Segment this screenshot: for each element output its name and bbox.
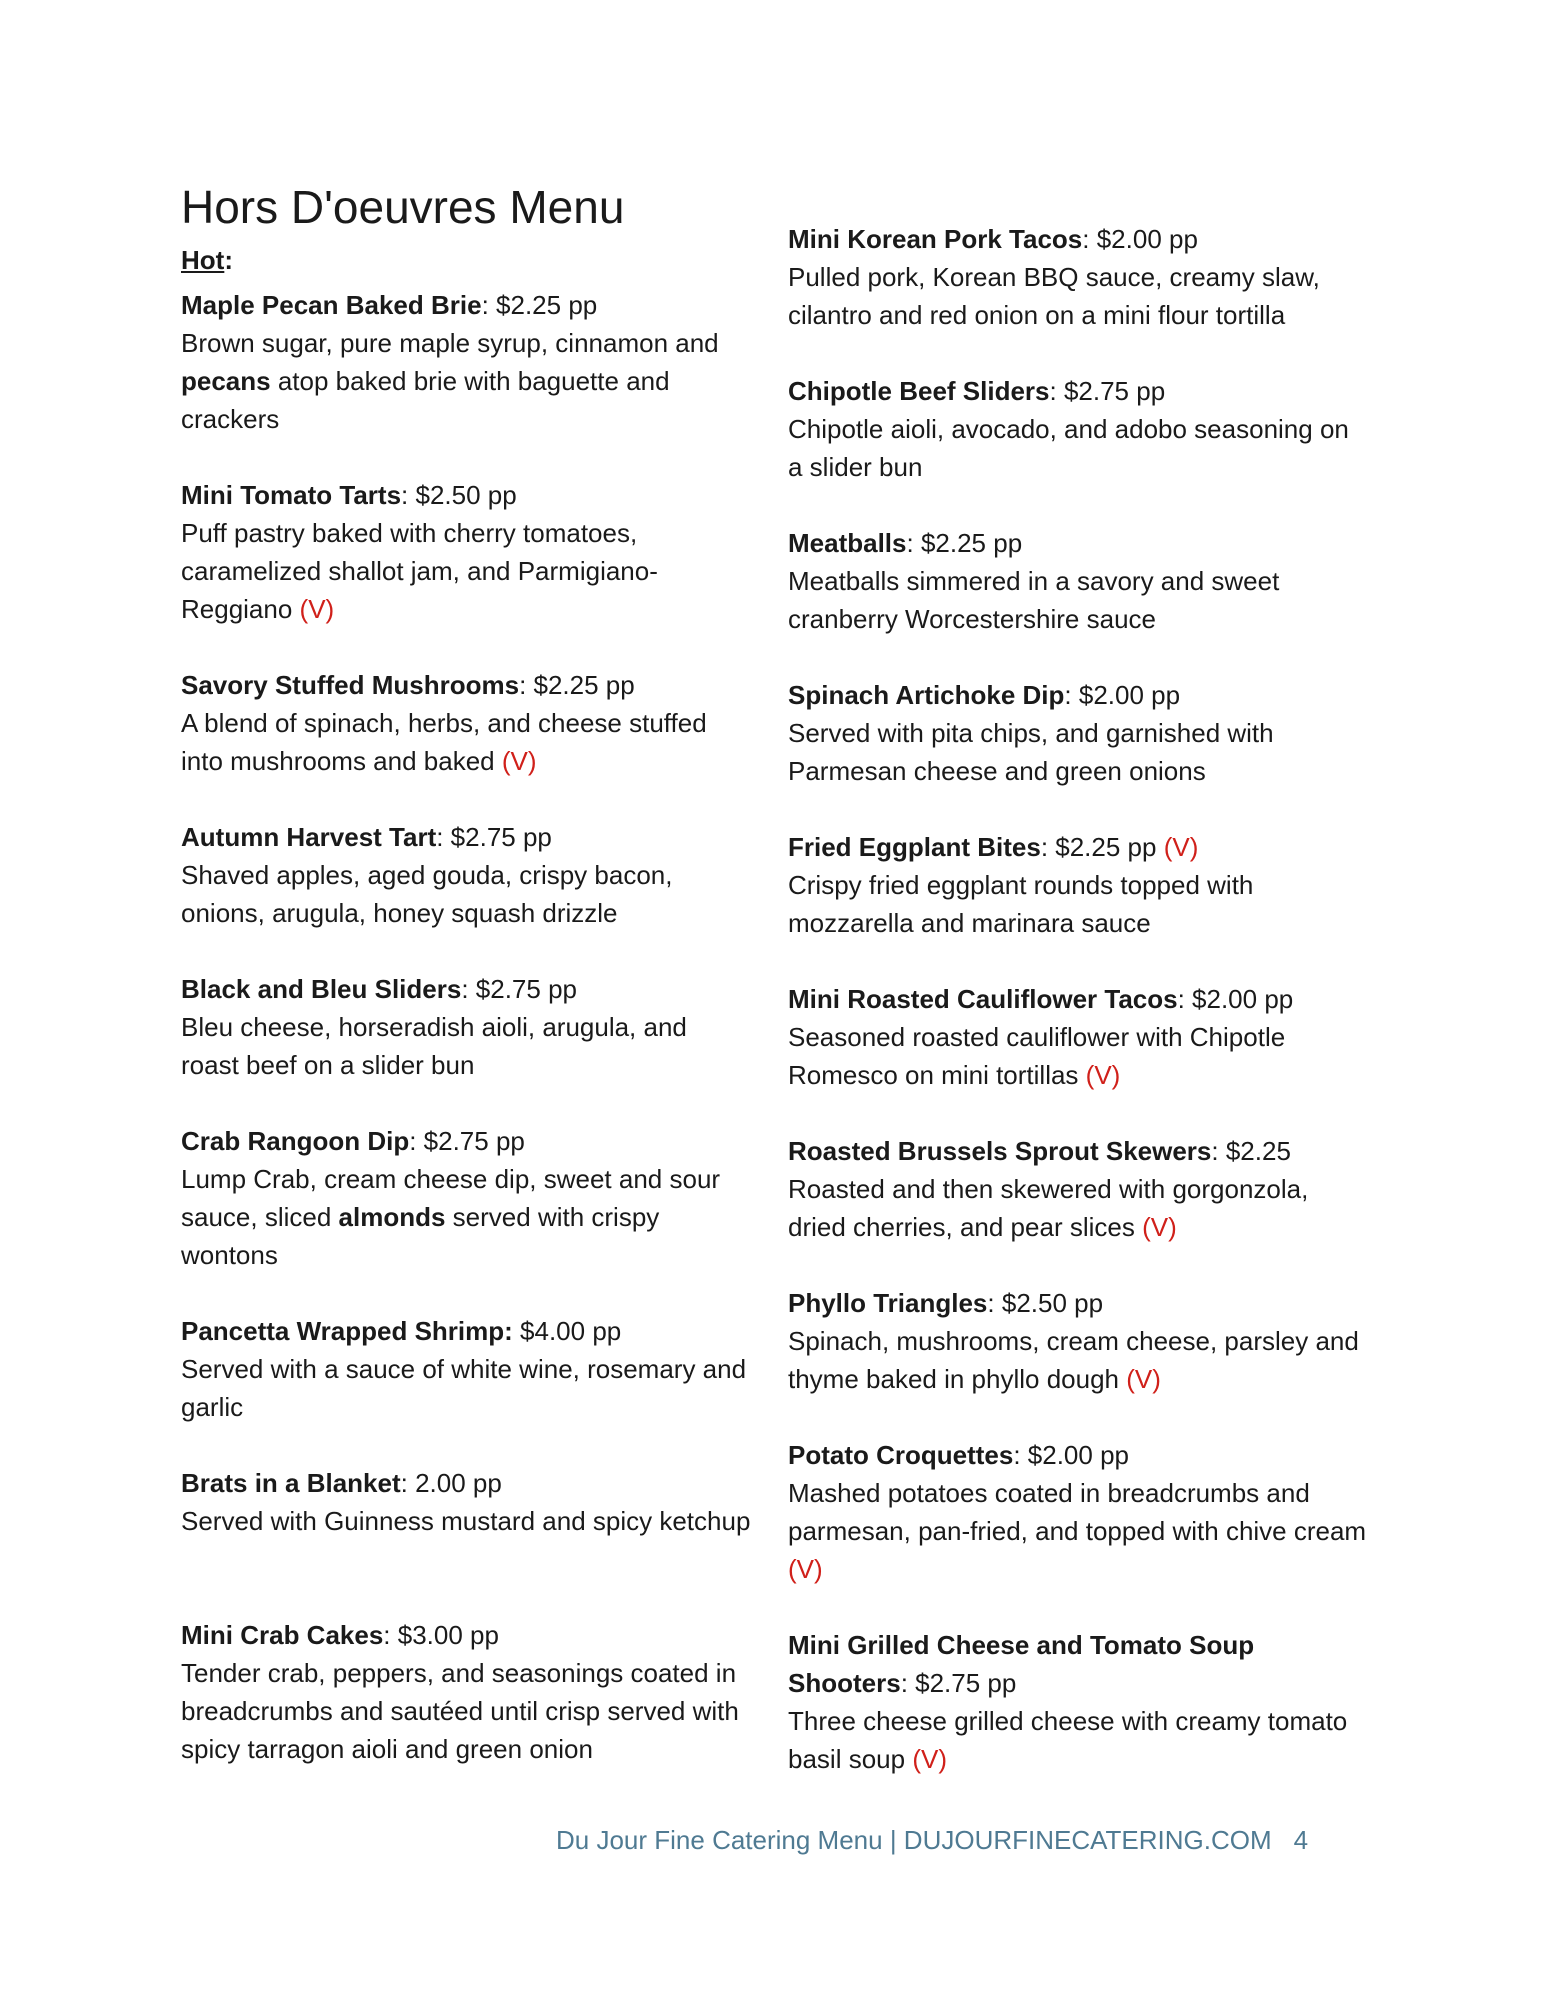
description-text: A blend of spinach, herbs, and cheese stuffed into mushrooms and baked: [181, 708, 707, 776]
menu-item-heading: [181, 1616, 751, 1654]
menu-item-heading: [181, 970, 751, 1008]
menu-item-heading: [788, 676, 1368, 714]
menu-item-description: [181, 856, 751, 932]
menu-item-description: [788, 562, 1368, 638]
menu-item-description: [788, 1322, 1368, 1398]
section-label: Hot: [181, 245, 225, 275]
menu-item-heading: [181, 476, 751, 514]
menu-item: [788, 676, 1368, 790]
menu-item-price: : $2.25 pp: [481, 290, 598, 320]
menu-item-name: Mini Korean Pork Tacos: [788, 224, 1083, 254]
menu-item-price: : $3.00 pp: [383, 1620, 499, 1650]
menu-item-description: [788, 1170, 1368, 1246]
menu-item-price: : $2.00 pp: [1177, 984, 1294, 1014]
menu-item: [788, 1132, 1368, 1246]
menu-item-description: [181, 1502, 751, 1540]
menu-item-description: [788, 866, 1368, 942]
menu-item-description: [181, 514, 751, 628]
section-heading-hot: [181, 245, 233, 276]
menu-item-heading: [181, 666, 751, 704]
menu-item: [181, 818, 751, 932]
menu-item-price: : $2.25 pp: [906, 528, 1023, 558]
menu-item-name: Maple Pecan Baked Brie: [181, 290, 482, 320]
menu-item-price: : $2.00 pp: [1064, 680, 1181, 710]
menu-item-name: Mini Tomato Tarts: [181, 480, 402, 510]
menu-item-name: Crab Rangoon Dip: [181, 1126, 410, 1156]
menu-item-price: : $2.50 pp: [987, 1288, 1104, 1318]
menu-item-name: Brats in a Blanket: [181, 1468, 401, 1498]
menu-item-heading: [788, 980, 1368, 1018]
menu-item-price: : 2.00 pp: [400, 1468, 502, 1498]
description-text: atop baked brie with baguette and crackers: [181, 366, 670, 434]
menu-item-price: : $2.25: [1211, 1136, 1291, 1166]
menu-item-description: [181, 1654, 751, 1768]
menu-item-name: Fried Eggplant Bites: [788, 832, 1041, 862]
description-text: Served with a sauce of white wine, rosemary and garlic: [181, 1354, 747, 1422]
menu-item-description: [788, 1474, 1368, 1588]
page-title: Hors D'oeuvres Menu: [181, 181, 625, 233]
menu-item-description: [181, 1350, 751, 1426]
menu-item-description: [788, 714, 1368, 790]
description-text: Served with pita chips, and garnished with Parmesan cheese and green onions: [788, 718, 1274, 786]
description-text: served with crispy wontons: [181, 1202, 660, 1270]
menu-item-description: [788, 258, 1368, 334]
menu-item-price: : $2.50 pp: [401, 480, 517, 510]
menu-item-name: Black and Bleu Sliders: [181, 974, 462, 1004]
menu-item-price: : $2.25 pp: [519, 670, 635, 700]
menu-item: [788, 980, 1368, 1094]
menu-item-description: [181, 1008, 751, 1084]
description-text: Pulled pork, Korean BBQ sauce, creamy slaw, cilantro and red onion on a mini flour tortilla: [788, 262, 1320, 330]
vegetarian-badge: (V): [1126, 1364, 1161, 1394]
vegetarian-badge: (V): [1163, 832, 1199, 862]
description-text: Mashed potatoes coated in breadcrumbs and parmesan, pan-fried, and topped with chive cream: [788, 1478, 1367, 1546]
menu-item: [181, 1312, 751, 1426]
description-text: Spinach, mushrooms, cream cheese, parsley and thyme baked in phyllo dough: [788, 1326, 1359, 1394]
menu-item-name: Roasted Brussels Sprout Skewers: [788, 1136, 1212, 1166]
description-text: Chipotle aioli, avocado, and adobo seasoning on a slider bun: [788, 414, 1349, 482]
menu-item: [788, 1284, 1368, 1398]
menu-item: [788, 1626, 1368, 1778]
description-text: Tender crab, peppers, and seasonings coated in breadcrumbs and sautéed until crisp served with spicy tarragon aioli and green onion: [181, 1658, 739, 1764]
menu-item-name: Mini Grilled Cheese and Tomato Soup Shooters: [788, 1630, 1255, 1698]
menu-item-description: [181, 324, 751, 438]
menu-item-price: : $2.00 pp: [1013, 1440, 1129, 1470]
description-text: Meatballs simmered in a savory and sweet cranberry Worcestershire sauce: [788, 566, 1280, 634]
description-text: Three cheese grilled cheese with creamy tomato basil soup: [788, 1706, 1348, 1774]
menu-item-description: [788, 410, 1368, 486]
menu-item-price: : $2.75 pp: [409, 1126, 525, 1156]
menu-item: [788, 524, 1368, 638]
menu-item-heading: [788, 1132, 1368, 1170]
menu-item-name: Savory Stuffed Mushrooms: [181, 670, 520, 700]
menu-item-price: $4.00 pp: [512, 1316, 622, 1346]
description-text: almonds: [338, 1202, 446, 1232]
menu-item-price: : $2.25 pp: [1040, 832, 1164, 862]
menu-item-name: Spinach Artichoke Dip: [788, 680, 1065, 710]
description-text: Lump Crab, cream cheese dip, sweet and sour sauce, sliced: [181, 1164, 721, 1232]
section-colon: :: [224, 245, 233, 275]
menu-item: [181, 666, 751, 780]
vegetarian-badge: (V): [912, 1744, 947, 1774]
menu-item-name: Pancetta Wrapped Shrimp:: [181, 1316, 513, 1346]
menu-item: [788, 828, 1368, 942]
description-text: Served with Guinness mustard and spicy ketchup: [181, 1506, 751, 1536]
footer-text: Du Jour Fine Catering Menu | DUJOURFINECATERING.COM: [556, 1825, 1272, 1855]
menu-item-description: [181, 704, 751, 780]
menu-item-price: : $2.00 pp: [1082, 224, 1198, 254]
menu-item-name: Chipotle Beef Sliders: [788, 376, 1050, 406]
description-text: Roasted and then skewered with gorgonzola, dried cherries, and pear slices: [788, 1174, 1309, 1242]
menu-item-name: Autumn Harvest Tart: [181, 822, 437, 852]
menu-item-price: : $2.75 pp: [436, 822, 552, 852]
menu-item-description: [788, 1702, 1368, 1778]
menu-item: [788, 220, 1368, 334]
menu-item: [788, 1436, 1368, 1588]
description-text: pecans: [181, 366, 271, 396]
menu-item-heading: [788, 524, 1368, 562]
menu-item-description: [181, 1160, 751, 1274]
menu-item-price: : $2.75 pp: [1049, 376, 1166, 406]
menu-item-name: Mini Crab Cakes: [181, 1620, 384, 1650]
description-text: Brown sugar, pure maple syrup, cinnamon and: [181, 328, 719, 358]
menu-item: [181, 476, 751, 628]
menu-item-heading: [788, 372, 1368, 410]
menu-item-heading: [181, 818, 751, 856]
vegetarian-badge: (V): [299, 594, 335, 624]
menu-item-heading: [788, 1436, 1368, 1474]
menu-item-price: : $2.75 pp: [461, 974, 577, 1004]
menu-item-heading: [788, 828, 1368, 866]
vegetarian-badge: (V): [788, 1554, 823, 1584]
description-text: Bleu cheese, horseradish aioli, arugula, and roast beef on a slider bun: [181, 1012, 687, 1080]
page-number: 4: [1293, 1825, 1309, 1855]
menu-item-heading: [181, 1122, 751, 1160]
menu-item: [181, 1464, 751, 1540]
menu-item-heading: [788, 220, 1368, 258]
menu-item-description: [788, 1018, 1368, 1094]
menu-item-heading: [181, 1312, 751, 1350]
menu-item: [181, 286, 751, 438]
menu-item-name: Meatballs: [788, 528, 907, 558]
description-text: Seasoned roasted cauliflower with Chipotle Romesco on mini tortillas: [788, 1022, 1286, 1090]
vegetarian-badge: (V): [501, 746, 537, 776]
menu-item-name: Potato Croquettes: [788, 1440, 1014, 1470]
vegetarian-badge: (V): [1142, 1212, 1177, 1242]
menu-item: [181, 970, 751, 1084]
page-footer: [556, 1825, 1308, 1856]
description-text: Puff pastry baked with cherry tomatoes, caramelized shallot jam, and Parmigiano-Reggiano: [181, 518, 658, 624]
menu-item-heading: [788, 1626, 1368, 1702]
menu-item-heading: [181, 1464, 751, 1502]
menu-item: [788, 372, 1368, 486]
description-text: Crispy fried eggplant rounds topped with mozzarella and marinara sauce: [788, 870, 1254, 938]
vegetarian-badge: (V): [1085, 1060, 1121, 1090]
menu-item-name: Phyllo Triangles: [788, 1288, 988, 1318]
menu-item-name: Mini Roasted Cauliflower Tacos: [788, 984, 1178, 1014]
menu-item-heading: [788, 1284, 1368, 1322]
menu-item: [181, 1122, 751, 1274]
menu-item-heading: [181, 286, 751, 324]
description-text: Shaved apples, aged gouda, crispy bacon, onions, arugula, honey squash drizzle: [181, 860, 673, 928]
menu-item: [181, 1616, 751, 1768]
menu-item-price: : $2.75 pp: [900, 1668, 1017, 1698]
